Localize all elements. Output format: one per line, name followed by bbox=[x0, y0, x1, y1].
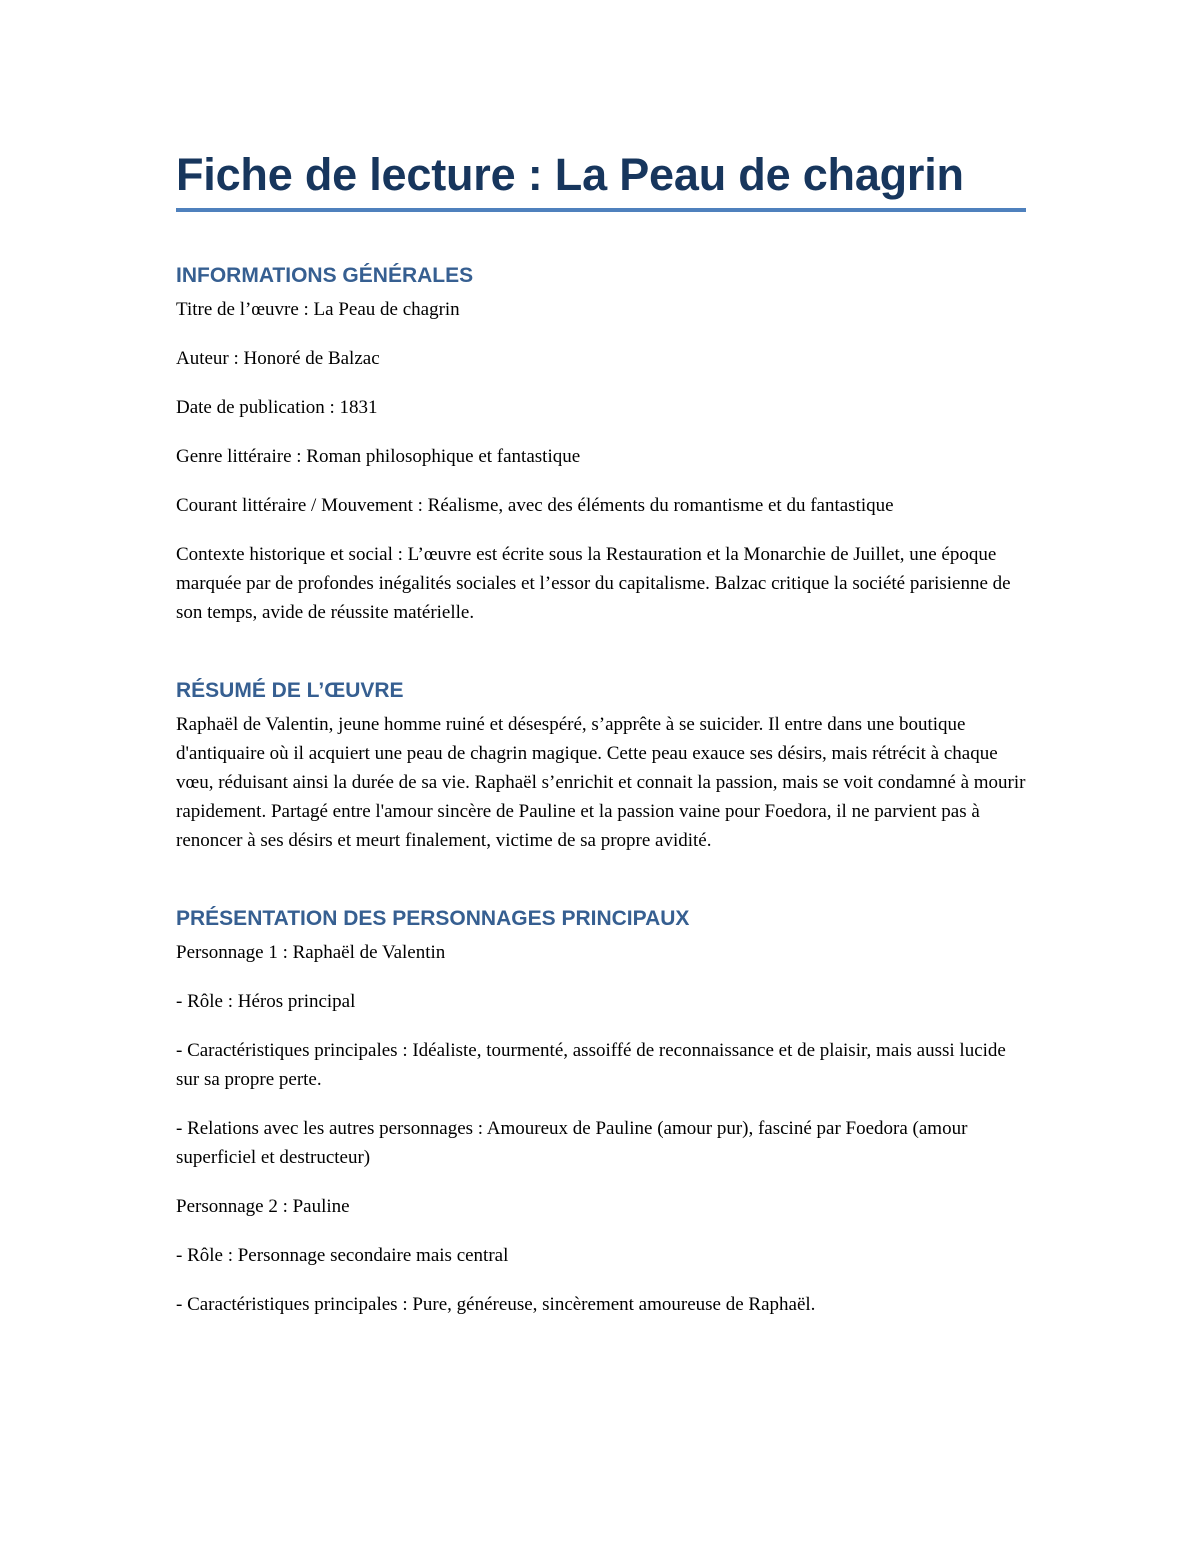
personnage-2-name: Personnage 2 : Pauline bbox=[176, 1196, 350, 1217]
title-underline bbox=[176, 208, 1026, 212]
document-page bbox=[176, 144, 1026, 1319]
info-date: Date de publication : 1831 bbox=[176, 397, 378, 418]
personnage-2-caracteristiques: - Caractéristiques principales : Pure, généreuse, sincèrement amoureuse de Raphaël. bbox=[176, 1294, 816, 1315]
personnage-1-caracteristiques: - Caractéristiques principales : Idéaliste, tourmenté, assoiffé de reconnaissance et de plaisir, mais aussi lucide sur sa propre perte. bbox=[176, 1040, 1006, 1090]
resume-text: Raphaël de Valentin, jeune homme ruiné et désespéré, s’apprête à se suicider. Il entre dans une boutique d'antiquaire où il acquiert une peau de chagrin magique. Cette peau exauce ses désirs, mais rétrécit à chaque vœu, réduisant ainsi la durée de sa vie. Raphaël s’enrichit et connait la passion, mais se voit condamné à mourir rapidement. Partagé entre l'amour sincère de Pauline et la passion vaine pour Foedora, il ne parvient pas à renoncer à ses désirs et meurt finalement, victime de sa propre avidité. bbox=[176, 714, 1026, 851]
personnage-1-role: - Rôle : Héros principal bbox=[176, 991, 356, 1012]
personnage-1-relations: - Relations avec les autres personnages : Amoureux de Pauline (amour pur), fasciné par Foedora (amour superficiel et destructeur) bbox=[176, 1118, 968, 1168]
section-heading-resume: RÉSUMÉ DE L’ŒUVRE bbox=[176, 679, 404, 702]
info-courant: Courant littéraire / Mouvement : Réalisme, avec des éléments du romantisme et du fantastique bbox=[176, 495, 894, 516]
section-heading-personnages: PRÉSENTATION DES PERSONNAGES PRINCIPAUX bbox=[176, 907, 690, 930]
document-title: Fiche de lecture : La Peau de chagrin bbox=[176, 149, 964, 200]
info-titre: Titre de l’œuvre : La Peau de chagrin bbox=[176, 299, 460, 320]
info-contexte: Contexte historique et social : L’œuvre est écrite sous la Restauration et la Monarchie de Juillet, une époque marquée par de profondes inégalités sociales et l’essor du capitalisme. Balzac critique la société parisienne de son temps, avide de réussite matérielle. bbox=[176, 544, 1011, 623]
personnage-1-name: Personnage 1 : Raphaël de Valentin bbox=[176, 942, 446, 963]
section-heading-informations: INFORMATIONS GÉNÉRALES bbox=[176, 264, 474, 287]
info-auteur: Auteur : Honoré de Balzac bbox=[176, 348, 380, 369]
personnage-2-role: - Rôle : Personnage secondaire mais central bbox=[176, 1245, 509, 1266]
info-genre: Genre littéraire : Roman philosophique et fantastique bbox=[176, 446, 581, 467]
